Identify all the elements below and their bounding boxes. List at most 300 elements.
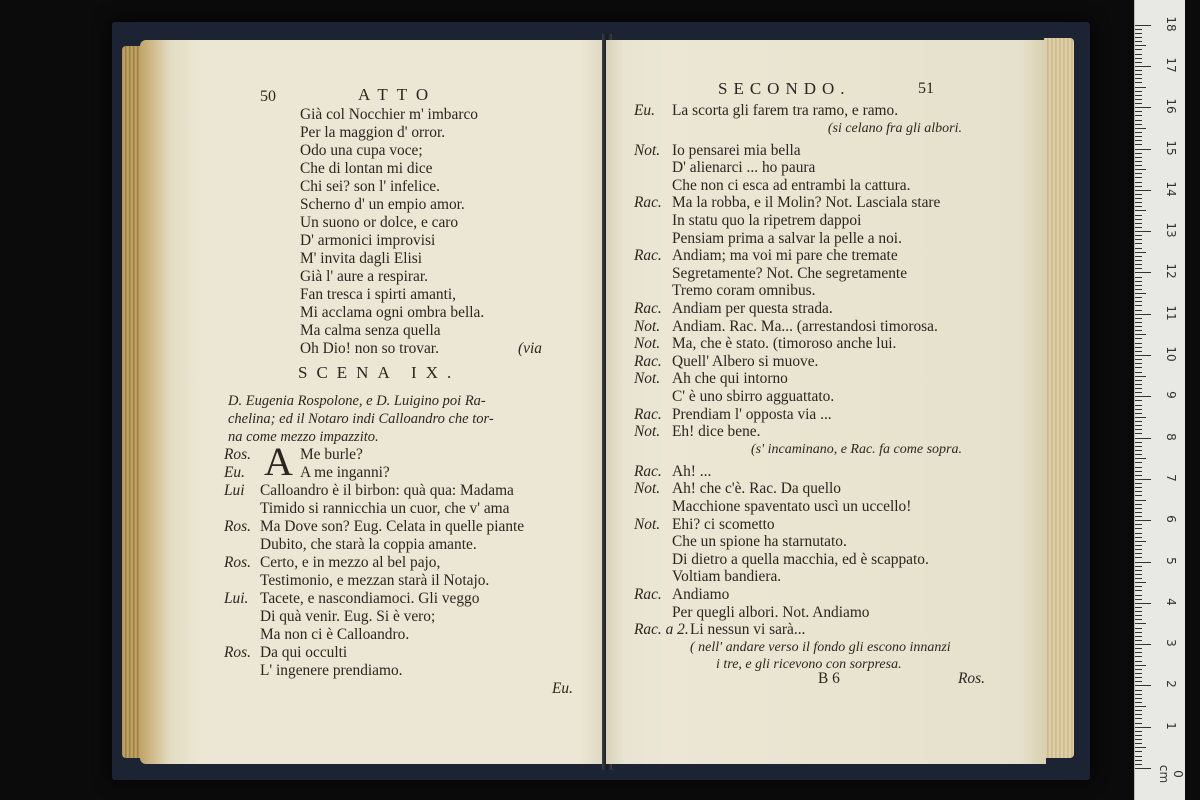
ruler-minor-tick: [1135, 388, 1142, 389]
ruler-minor-tick: [1135, 41, 1142, 42]
ruler-minor-tick: [1135, 640, 1142, 641]
stage-direction: i tre, e gli ricevono con sorpresa.: [716, 657, 902, 673]
dialogue-line: Pensiam prima a salvar la pelle a noi.: [672, 229, 902, 247]
ruler-minor-tick: [1135, 694, 1142, 695]
dialogue-line: Che un spione ha starnutato.: [672, 533, 847, 551]
dialogue-line: Andiam. Rac. Ma... (arrestandosi timorosa.: [672, 317, 938, 335]
ruler-minor-tick: [1135, 136, 1142, 137]
speaker-label: Not.: [634, 480, 661, 498]
ruler-minor-tick: [1135, 268, 1142, 269]
ruler-minor-tick: [1135, 409, 1142, 410]
ruler-minor-tick: [1135, 351, 1142, 352]
ruler-minor-tick: [1135, 516, 1142, 517]
ruler-minor-tick: [1135, 578, 1142, 579]
ruler-minor-tick: [1135, 29, 1142, 30]
right-page-edges: [1044, 38, 1074, 758]
speaker-label: Rac.: [634, 462, 662, 480]
ruler-minor-tick: [1135, 615, 1142, 616]
ruler-label: 8: [1164, 432, 1178, 441]
ruler-minor-tick: [1135, 723, 1142, 724]
ruler-minor-tick: [1135, 595, 1142, 596]
dialogue-line: Calloandro è il birbon: quà qua: Madama: [260, 482, 514, 499]
ruler-minor-tick: [1135, 310, 1142, 311]
dialogue-line: Io pensarei mia bella: [672, 141, 801, 159]
speaker-label: Eu.: [224, 464, 245, 481]
ruler-minor-tick: [1135, 87, 1146, 88]
ruler-minor-tick: [1135, 347, 1142, 348]
ruler-minor-tick: [1135, 607, 1142, 608]
ruler-minor-tick: [1135, 372, 1142, 373]
speaker-label: Not.: [634, 317, 661, 335]
ruler-minor-tick: [1135, 487, 1142, 488]
left-page-number: 50: [260, 88, 276, 105]
ruler-minor-tick: [1135, 260, 1142, 261]
ruler-minor-tick: [1135, 206, 1142, 207]
verse-line: Che di lontan mi dice: [300, 160, 433, 177]
ruler-minor-tick: [1135, 582, 1146, 583]
dialogue-line: A me inganni?: [300, 464, 390, 481]
stage-direction: (si celano fra gli albori.: [827, 120, 962, 136]
verse-line: Già l' aure a respirar.: [300, 268, 428, 285]
ruler-minor-tick: [1135, 297, 1142, 298]
right-running-head: SECONDO.: [718, 79, 851, 98]
right-page: [606, 40, 1046, 764]
ruler-minor-tick: [1135, 743, 1142, 744]
verse-line: Per la maggion d' orror.: [300, 124, 446, 141]
verse-line: Ma calma senza quella: [300, 322, 441, 339]
ruler-minor-tick: [1135, 467, 1142, 468]
ruler-major-tick: [1135, 727, 1151, 728]
ruler-minor-tick: [1135, 504, 1142, 505]
ruler-minor-tick: [1135, 417, 1146, 418]
ruler-label: 18: [1164, 15, 1178, 32]
ruler-label: 4: [1164, 597, 1178, 606]
ruler-label: 11: [1164, 305, 1178, 321]
dialogue-line: Per quegli albori. Not. Andiamo: [672, 603, 870, 621]
ruler-minor-tick: [1135, 599, 1142, 600]
verse-line: M' invita dagli Elisi: [300, 250, 423, 267]
ruler-minor-tick: [1135, 161, 1142, 162]
ruler-minor-tick: [1135, 718, 1142, 719]
ruler-minor-tick: [1135, 54, 1142, 55]
ruler-minor-tick: [1135, 182, 1142, 183]
ruler-minor-tick: [1135, 429, 1142, 430]
verse-line: Odo una cupa voce;: [300, 142, 423, 159]
speaker-label: Ros.: [224, 554, 251, 571]
ruler-minor-tick: [1135, 49, 1142, 50]
ruler-minor-tick: [1135, 512, 1142, 513]
speaker-label: Not.: [634, 141, 661, 159]
dialogue-line: Ah che qui intorno: [672, 370, 788, 388]
dialogue-line: Ma Dove son? Eug. Celata in quelle piante: [260, 518, 525, 535]
ruler-minor-tick: [1135, 405, 1142, 406]
ruler-label: 13: [1164, 222, 1178, 238]
speaker-label: Rac.: [634, 352, 662, 370]
dialogue-line: Li nessun vi sarà...: [690, 621, 806, 639]
ruler-label: 14: [1164, 181, 1178, 197]
ruler-minor-tick: [1135, 248, 1142, 249]
ruler-minor-tick: [1135, 210, 1146, 211]
ruler-minor-tick: [1135, 62, 1142, 63]
ruler-minor-tick: [1135, 165, 1142, 166]
ruler-label: 6: [1164, 515, 1178, 523]
verse-line: Mi acclama ogni ombra bella.: [300, 304, 485, 321]
ruler-minor-tick: [1135, 462, 1142, 463]
dialogue-line: Che non ci esca ad entrambi la cattura.: [672, 176, 911, 194]
dialogue-line: L' ingenere prendiamo.: [260, 662, 403, 679]
signature-mark: B 6: [818, 670, 840, 687]
ruler-minor-tick: [1135, 590, 1142, 591]
ruler-minor-tick: [1135, 363, 1142, 364]
dialogue-line: In statu quo la ripetrem dappoi: [672, 212, 862, 229]
ruler-minor-tick: [1135, 103, 1142, 104]
ruler-label: 5: [1164, 556, 1178, 565]
speaker-label: Not.: [634, 515, 661, 533]
ruler-minor-tick: [1135, 215, 1142, 216]
ruler-minor-tick: [1135, 446, 1142, 447]
speaker-label: Rac.: [634, 300, 662, 317]
ruler-minor-tick: [1135, 177, 1142, 178]
ruler-minor-tick: [1135, 541, 1146, 542]
ruler-minor-tick: [1135, 739, 1142, 740]
dialogue-line: Ah! ...: [672, 462, 712, 480]
ruler-minor-tick: [1135, 330, 1142, 331]
ruler-minor-tick: [1135, 698, 1142, 699]
ruler-major-tick: [1135, 685, 1151, 686]
speaker-label: Lui.: [224, 590, 249, 607]
scene-description-line: na come mezzo impazzito.: [228, 429, 379, 445]
ruler-minor-tick: [1135, 495, 1142, 496]
ruler-major-tick: [1135, 66, 1151, 67]
ruler-minor-tick: [1135, 202, 1142, 203]
ruler-minor-tick: [1135, 756, 1142, 757]
ruler-minor-tick: [1135, 301, 1142, 302]
ruler-minor-tick: [1135, 731, 1142, 732]
dialogue-line: Macchione spaventato uscì un uccello!: [672, 498, 912, 515]
speaker-label: Not.: [634, 370, 661, 388]
ruler-minor-tick: [1135, 475, 1142, 476]
ruler-minor-tick: [1135, 157, 1142, 158]
ruler-minor-tick: [1135, 289, 1142, 290]
ruler-minor-tick: [1135, 293, 1146, 294]
ruler-major-tick: [1135, 396, 1151, 397]
ruler-minor-tick: [1135, 628, 1142, 629]
stage-direction: (s' incaminano, e Rac. fa come sopra.: [750, 441, 962, 457]
ruler-minor-tick: [1135, 140, 1142, 141]
speaker-label: Eu.: [634, 102, 655, 119]
ruler-minor-tick: [1135, 632, 1142, 633]
ruler-minor-tick: [1135, 219, 1142, 220]
dialogue-line: Testimonio, e mezzan starà il Notajo.: [260, 572, 490, 589]
ruler-major-tick: [1135, 107, 1151, 108]
ruler-major-tick: [1135, 272, 1151, 273]
dialogue-line: D' alienarci ... ho paura: [672, 159, 816, 177]
ruler-minor-tick: [1135, 322, 1142, 323]
ruler-minor-tick: [1135, 648, 1142, 649]
ruler-minor-tick: [1135, 714, 1142, 715]
ruler-major-tick: [1135, 562, 1151, 563]
ruler-minor-tick: [1135, 483, 1142, 484]
speaker-label: Rac.: [634, 247, 662, 265]
ruler-minor-tick: [1135, 681, 1142, 682]
ruler-minor-tick: [1135, 537, 1142, 538]
ruler-minor-tick: [1135, 256, 1142, 257]
ruler-major-tick: [1135, 314, 1151, 315]
ruler-minor-tick: [1135, 557, 1142, 558]
ruler-minor-tick: [1135, 343, 1142, 344]
ruler-label: 7: [1164, 474, 1178, 482]
ruler-minor-tick: [1135, 277, 1142, 278]
verse-line: Chi sei? son l' infelice.: [300, 178, 440, 195]
ruler-major-tick: [1135, 644, 1151, 645]
ruler-major-tick: [1135, 190, 1151, 191]
ruler-minor-tick: [1135, 227, 1142, 228]
ruler-major-tick: [1135, 479, 1151, 480]
speaker-label: Not.: [634, 423, 661, 441]
ruler-minor-tick: [1135, 677, 1142, 678]
ruler-minor-tick: [1135, 574, 1142, 575]
ruler-minor-tick: [1135, 235, 1142, 236]
ruler-minor-tick: [1135, 318, 1142, 319]
ruler-minor-tick: [1135, 533, 1142, 534]
ruler-minor-tick: [1135, 334, 1146, 335]
dialogue-line: Timido si rannicchia un cuor, che v' ama: [260, 500, 510, 517]
dialogue-line: Andiam; ma voi mi pare che tremate: [672, 247, 898, 265]
ruler-minor-tick: [1135, 120, 1142, 121]
ruler-minor-tick: [1135, 45, 1146, 46]
ruler-minor-tick: [1135, 706, 1146, 707]
ruler-minor-tick: [1135, 710, 1142, 711]
ruler-minor-tick: [1135, 376, 1146, 377]
ruler-minor-tick: [1135, 545, 1142, 546]
verse-line: Oh Dio! non so trovar.: [300, 340, 439, 357]
ruler-minor-tick: [1135, 111, 1142, 112]
ruler-minor-tick: [1135, 37, 1142, 38]
ruler-minor-tick: [1135, 764, 1142, 765]
measuring-ruler: [1134, 0, 1185, 800]
ruler-minor-tick: [1135, 673, 1142, 674]
ruler-minor-tick: [1135, 636, 1142, 637]
ruler-minor-tick: [1135, 413, 1142, 414]
verse-line: Fan tresca i spirti amanti,: [300, 286, 457, 303]
ruler-minor-tick: [1135, 264, 1142, 265]
right-page-number: 51: [918, 80, 934, 97]
ruler-minor-tick: [1135, 367, 1142, 368]
ruler-major-tick: [1135, 25, 1151, 26]
ruler-major-tick: [1135, 438, 1151, 439]
ruler-minor-tick: [1135, 173, 1142, 174]
ruler-minor-tick: [1135, 359, 1142, 360]
ruler-minor-tick: [1135, 661, 1142, 662]
ruler-minor-tick: [1135, 586, 1142, 587]
ruler-minor-tick: [1135, 384, 1142, 385]
ruler-label: 16: [1164, 98, 1178, 114]
left-running-head: ATTO: [358, 85, 438, 104]
exit-direction: (via: [518, 340, 542, 357]
dialogue-line: Di quà venir. Eug. Si è vero;: [260, 608, 436, 625]
dialogue-line: Ma la robba, e il Molin? Not. Lasciala stare: [672, 194, 941, 212]
ruler-minor-tick: [1135, 144, 1142, 145]
left-page: [140, 40, 610, 764]
ruler-minor-tick: [1135, 198, 1142, 199]
ruler-minor-tick: [1135, 611, 1142, 612]
ruler-label: 1: [1164, 721, 1178, 730]
ruler-minor-tick: [1135, 669, 1142, 670]
ruler-label: 15: [1164, 139, 1178, 156]
ruler-minor-tick: [1135, 70, 1142, 71]
ruler-minor-tick: [1135, 553, 1142, 554]
dialogue-line: Segretamente? Not. Che segretamente: [672, 264, 908, 282]
dialogue-line: Da qui occulti: [260, 644, 348, 661]
ruler-minor-tick: [1135, 78, 1142, 79]
dialogue-line: C' è uno sbirro agguattato.: [672, 388, 835, 405]
speaker-label: Lui: [224, 482, 245, 499]
open-book: [118, 28, 1084, 774]
ruler-minor-tick: [1135, 570, 1142, 571]
ruler-minor-tick: [1135, 252, 1146, 253]
dialogue-line: Ah! che c'è. Rac. Da quello: [672, 480, 842, 498]
ruler-minor-tick: [1135, 652, 1142, 653]
initial-capital: A: [264, 439, 293, 484]
ruler-minor-tick: [1135, 458, 1146, 459]
dialogue-line: Dubito, che starà la coppia amante.: [260, 536, 477, 553]
ruler-minor-tick: [1135, 549, 1142, 550]
ruler-label: 3: [1164, 639, 1178, 647]
dialogue-line: Ma, che è stato. (timoroso anche lui.: [672, 335, 897, 353]
speaker-label: Not.: [634, 335, 661, 353]
ruler-minor-tick: [1135, 528, 1142, 529]
ruler-major-tick: [1135, 603, 1151, 604]
ruler-minor-tick: [1135, 471, 1142, 472]
ruler-minor-tick: [1135, 33, 1142, 34]
ruler-label: 2: [1164, 680, 1178, 689]
ruler-label: 10: [1164, 346, 1178, 362]
dialogue-line: Certo, e in mezzo al bel pajo,: [260, 554, 441, 571]
ruler-minor-tick: [1135, 433, 1142, 434]
dialogue-line: Quell' Albero si muove.: [672, 352, 819, 370]
dialogue-line: Ehi? ci scometto: [672, 515, 775, 533]
ruler-minor-tick: [1135, 566, 1142, 567]
ruler-minor-tick: [1135, 239, 1142, 240]
ruler-major-tick: [1135, 520, 1151, 521]
ruler-minor-tick: [1135, 58, 1142, 59]
dialogue-line: Ma non ci è Calloandro.: [260, 626, 410, 643]
speaker-label: Rac.: [634, 586, 662, 603]
ruler-minor-tick: [1135, 74, 1142, 75]
ruler-label: 0 cm: [1157, 764, 1185, 784]
ruler-minor-tick: [1135, 305, 1142, 306]
verse-line: Un suono or dolce, e caro: [300, 214, 459, 231]
ruler-minor-tick: [1135, 186, 1142, 187]
verse-line: Scherno d' un empio amor.: [300, 196, 465, 213]
ruler-minor-tick: [1135, 623, 1146, 624]
ruler-minor-tick: [1135, 194, 1142, 195]
ruler-minor-tick: [1135, 124, 1142, 125]
speaker-label: Rac.: [634, 194, 662, 212]
dialogue-line: Andiamo: [672, 586, 730, 603]
ruler-minor-tick: [1135, 392, 1142, 393]
ruler-minor-tick: [1135, 500, 1146, 501]
dialogue-line: Prendiam l' opposta via ...: [672, 405, 832, 423]
speaker-label: Rac.: [634, 405, 662, 423]
scene-description-line: chelina; ed il Notaro indi Calloandro che tor-: [228, 411, 494, 427]
ruler-minor-tick: [1135, 442, 1142, 443]
ruler-minor-tick: [1135, 665, 1146, 666]
ruler-minor-tick: [1135, 450, 1142, 451]
ruler-minor-tick: [1135, 524, 1142, 525]
speaker-label: Rac. a 2.: [634, 621, 689, 639]
dialogue-line: Eh! dice bene.: [672, 423, 761, 441]
ruler-minor-tick: [1135, 656, 1142, 657]
ruler-minor-tick: [1135, 128, 1146, 129]
ruler-minor-tick: [1135, 338, 1142, 339]
dialogue-line: Andiam per questa strada.: [672, 300, 833, 317]
scene-description-line: D. Eugenia Rospolone, e D. Luigino poi Ra-: [228, 393, 486, 409]
ruler-minor-tick: [1135, 82, 1142, 83]
ruler-minor-tick: [1135, 95, 1142, 96]
ruler-minor-tick: [1135, 760, 1142, 761]
ruler-label: 12: [1164, 263, 1178, 280]
speaker-label: Ros.: [224, 518, 251, 535]
ruler-minor-tick: [1135, 702, 1142, 703]
ruler-minor-tick: [1135, 169, 1146, 170]
speaker-label: Ros.: [224, 446, 251, 463]
ruler-minor-tick: [1135, 132, 1142, 133]
ruler-minor-tick: [1135, 491, 1142, 492]
ruler-minor-tick: [1135, 99, 1142, 100]
ruler-minor-tick: [1135, 735, 1142, 736]
ruler-label: 17: [1164, 57, 1178, 73]
verse-line: Già col Nocchier m' imbarco: [300, 106, 478, 123]
dialogue-line: Me burle?: [300, 446, 363, 463]
ruler-minor-tick: [1135, 747, 1146, 748]
verse-line: D' armonici improvisi: [300, 232, 436, 249]
ruler-minor-tick: [1135, 243, 1142, 244]
ruler-minor-tick: [1135, 223, 1142, 224]
ruler-minor-tick: [1135, 91, 1142, 92]
scene-title: SCENA IX.: [298, 363, 461, 382]
dialogue-line: Tremo coram omnibus.: [672, 282, 816, 300]
right-catchword: Ros.: [958, 670, 985, 687]
ruler-minor-tick: [1135, 400, 1142, 401]
ruler-minor-tick: [1135, 380, 1142, 381]
ruler-minor-tick: [1135, 690, 1142, 691]
dialogue-line: Voltiam bandiera.: [672, 568, 782, 586]
ruler-minor-tick: [1135, 425, 1142, 426]
ruler-major-tick: [1135, 355, 1151, 356]
ruler-minor-tick: [1135, 619, 1142, 620]
ruler-label: 9: [1164, 391, 1178, 400]
ruler-minor-tick: [1135, 326, 1142, 327]
left-catchword: Eu.: [552, 680, 573, 697]
dialogue-line: Tacete, e nascondiamoci. Gli veggo: [260, 590, 480, 607]
ruler-minor-tick: [1135, 751, 1142, 752]
ruler-minor-tick: [1135, 508, 1142, 509]
dialogue-line: Di dietro a quella macchia, ed è scappato.: [672, 550, 929, 568]
ruler-minor-tick: [1135, 454, 1142, 455]
ruler-major-tick: [1135, 149, 1151, 150]
ruler-major-tick: [1135, 768, 1151, 769]
ruler-minor-tick: [1135, 115, 1142, 116]
ruler-major-tick: [1135, 231, 1151, 232]
speaker-label: Ros.: [224, 644, 251, 661]
dialogue-line: La scorta gli farem tra ramo, e ramo.: [672, 102, 899, 119]
ruler-minor-tick: [1135, 285, 1142, 286]
ruler-minor-tick: [1135, 153, 1142, 154]
stage-direction: ( nell' andare verso il fondo gli escono innanzi: [690, 639, 951, 655]
ruler-minor-tick: [1135, 281, 1142, 282]
ruler-minor-tick: [1135, 421, 1142, 422]
